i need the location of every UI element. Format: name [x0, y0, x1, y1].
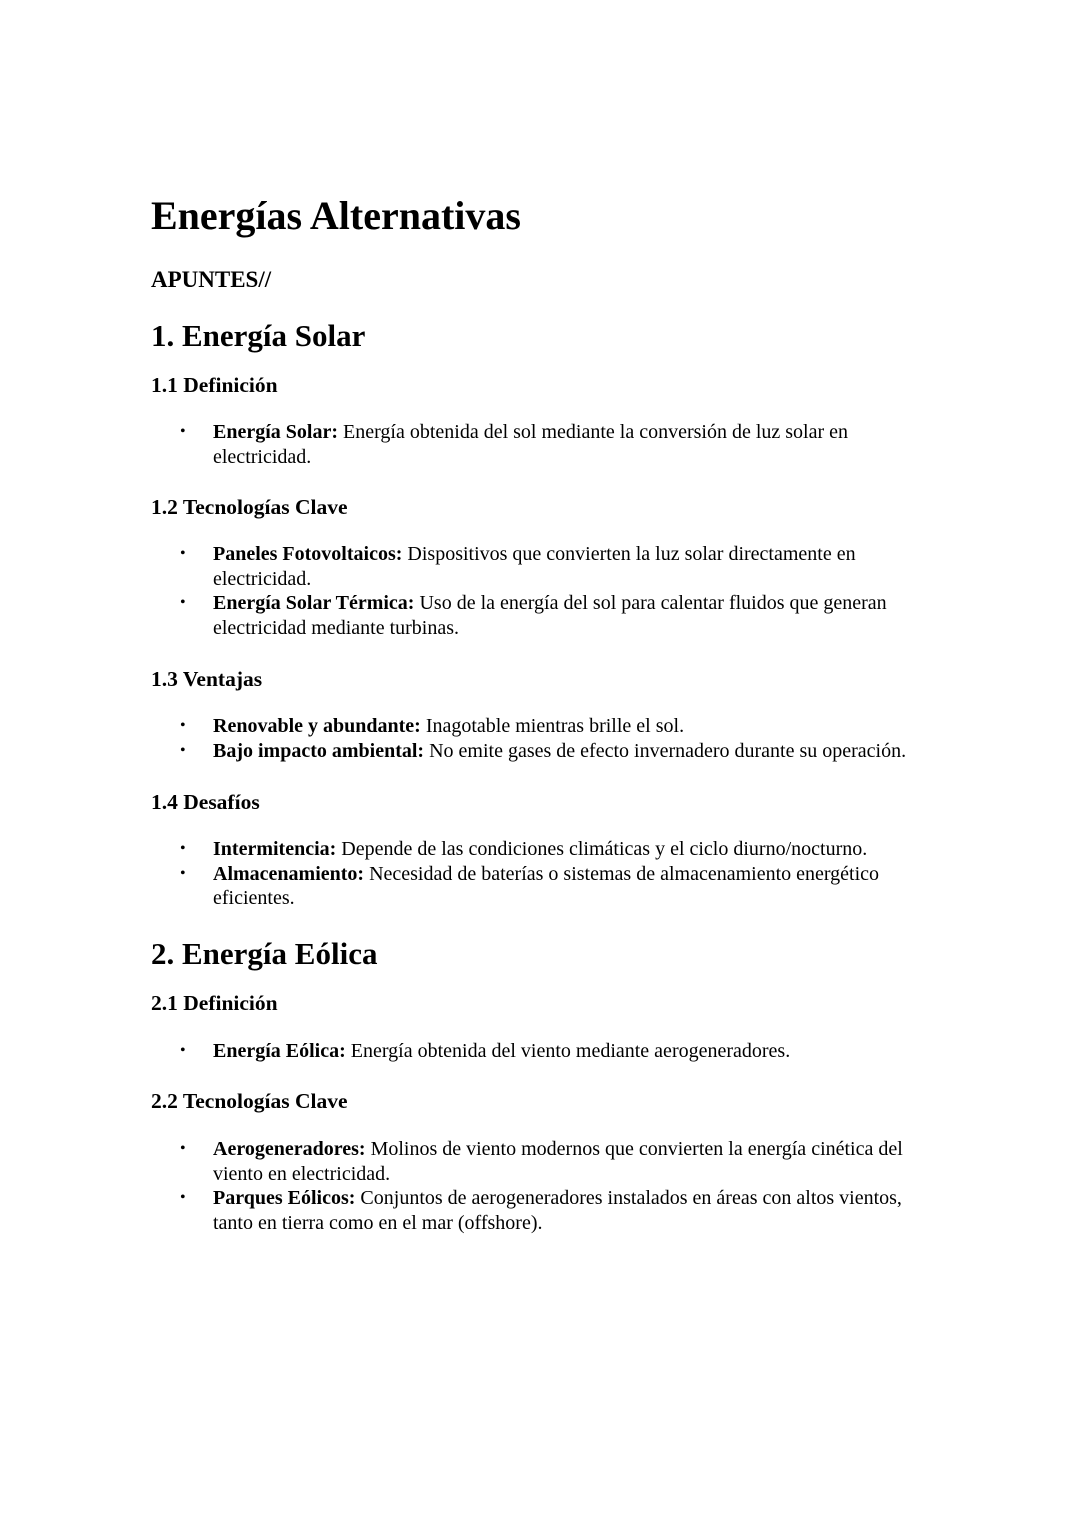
bullet-list [151, 1039, 941, 1064]
bullet-list [151, 1137, 941, 1235]
item-term: Bajo impacto ambiental: [213, 739, 425, 762]
item-text: Molinos de viento modernos que convierten la energía cinética del viento en electricidad. [213, 1138, 903, 1185]
list-item [151, 420, 941, 469]
subsection-title: 1.3 Ventajas [151, 667, 263, 691]
list-item [151, 739, 941, 764]
bullet-icon: • [180, 864, 186, 882]
bullet-list [151, 542, 941, 640]
item-term: Energía Solar: [213, 421, 338, 443]
item-text: Depende de las condiciones climáticas y el ciclo diurno/nocturno. [336, 838, 868, 860]
item-text: No emite gases de efecto invernadero durante su operación. [424, 739, 907, 762]
document-subtitle: APUNTES// [151, 267, 272, 292]
list-item [151, 862, 941, 911]
bullet-icon: • [180, 840, 186, 857]
subsection-title: 1.1 Definición [151, 373, 278, 397]
section-title: 2. Energía Eólica [151, 935, 378, 971]
section-energia-eolica [151, 935, 941, 1236]
bullet-icon: • [180, 423, 186, 440]
item-term: Renovable y abundante: [213, 715, 421, 737]
subsection-title: 2.2 Tecnologías Clave [151, 1089, 348, 1113]
document-page [151, 192, 941, 1235]
list-item [151, 1039, 941, 1064]
bullet-list [151, 420, 941, 469]
bullet-list [151, 837, 941, 911]
section-energia-solar [151, 317, 941, 911]
list-item [151, 1186, 941, 1235]
item-text: Energía obtenida del viento mediante aerogeneradores. [345, 1039, 791, 1062]
item-text: Uso de la energía del sol para calentar fluidos que generan electricidad mediante turbinas. [213, 592, 887, 639]
item-text: Conjuntos de aerogeneradores instalados en áreas con altos vientos, tanto en tierra como en el mar (offshore). [213, 1187, 902, 1234]
item-text: Inagotable mientras brille el sol. [420, 715, 685, 737]
list-item [151, 1137, 941, 1186]
item-term: Almacenamiento: [213, 862, 365, 885]
section-title: 1. Energía Solar [151, 318, 366, 353]
item-text: Necesidad de baterías o sistemas de almacenamiento energético eficientes. [213, 862, 880, 909]
document-title: Energías Alternativas [151, 193, 521, 238]
bullet-icon: • [180, 717, 186, 734]
subsection-title: 1.2 Tecnologías Clave [151, 495, 348, 519]
item-term: Paneles Fotovoltaicos: [213, 543, 403, 565]
list-item [151, 542, 941, 591]
list-item [151, 714, 941, 739]
bullet-icon: • [180, 1189, 186, 1206]
bullet-icon: • [180, 594, 186, 611]
bullet-icon: • [180, 1140, 186, 1157]
subsection-title: 2.1 Definición [151, 990, 278, 1015]
list-item [151, 591, 941, 640]
bullet-list [151, 714, 941, 763]
bullet-icon: • [180, 545, 186, 562]
item-text: Dispositivos que convierten la luz solar directamente en electricidad. [213, 543, 856, 590]
list-item [151, 837, 941, 862]
item-term: Parques Eólicos: [213, 1187, 356, 1209]
item-term: Energía Eólica: [213, 1039, 346, 1062]
bullet-icon: • [180, 741, 186, 759]
item-term: Aerogeneradores: [213, 1138, 366, 1160]
item-text: Energía obtenida del sol mediante la conversión de luz solar en electricidad. [213, 421, 849, 468]
bullet-icon: • [180, 1041, 186, 1059]
item-term: Energía Solar Térmica: [213, 592, 415, 614]
item-term: Intermitencia: [213, 838, 337, 860]
subsection-title: 1.4 Desafíos [151, 790, 260, 814]
